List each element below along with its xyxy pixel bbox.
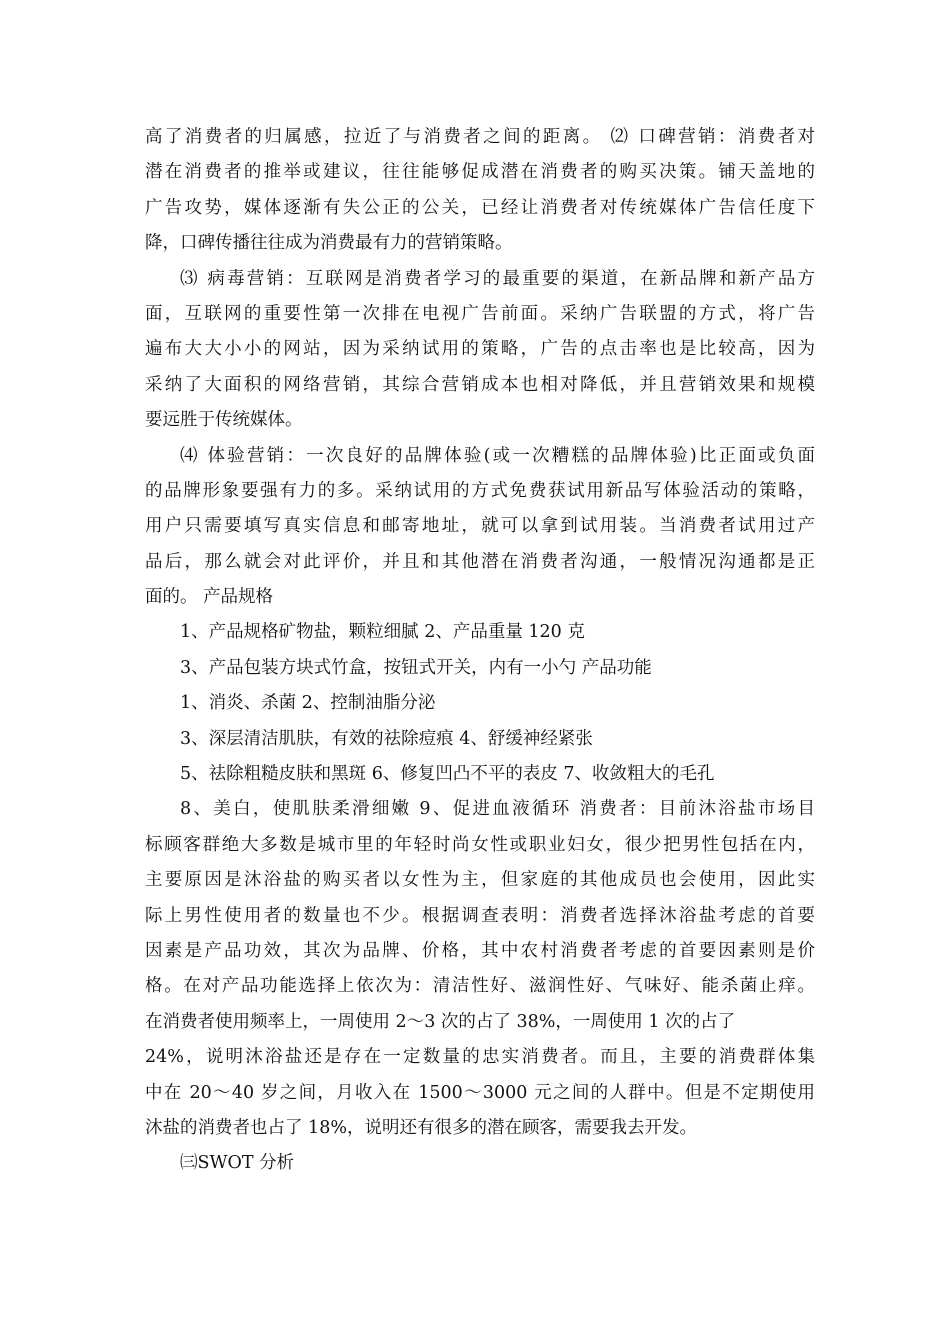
text-line: 主要原因是沐浴盐的购买者以女性为主，但家庭的其他成员也会使用，因此实 [145,870,815,891]
text-line: 1、消炎、杀菌 2、控制油脂分泌 [180,693,436,714]
text-line: 5、祛除粗糙皮肤和黑斑 6、修复凹凸不平的表皮 7、收敛粗大的毛孔 [180,764,715,785]
text-line: 3、产品包装方块式竹盒，按钮式开关，内有一小勺 产品功能 [180,657,652,678]
text-line: 降，口碑传播往往成为消费最有力的营销策略。 [145,233,513,254]
text-line: ⑶ 病毒营销：互联网是消费者学习的最重要的渠道，在新品牌和新产品方 [180,268,815,289]
text-line: 标顾客群绝大多数是城市里的年轻时尚女性或职业妇女，很少把男性包括在内， [145,834,815,855]
text-line: ⑷ 体验营销：一次良好的品牌体验(或一次糟糕的品牌体验)比正面或负面 [180,445,815,466]
text-line: 采纳了大面积的网络营销，其综合营销成本也相对降低，并且营销效果和规模 [145,374,815,395]
text-line: 面的。 产品规格 [145,587,274,608]
text-line: 24%，说明沐浴盐还是存在一定数量的忠实消费者。而且，主要的消费群体集 [145,1047,815,1068]
text-line: 在消费者使用频率上，一周使用 2～3 次的占了 38%，一周使用 1 次的占了 [145,1011,736,1032]
text-line: 的品牌形象要强有力的多。采纳试用的方式免费获试用新品写体验活动的策略， [145,480,815,501]
text-line: 潜在消费者的推举或建议，往往能够促成潜在消费者的购买决策。铺天盖地的 [145,162,815,183]
text-line: 8、美白，使肌肤柔滑细嫩 9、促进血液循环 消费者：目前沐浴盐市场目 [180,799,815,820]
text-line: ㈢SWOT 分析 [180,1153,295,1174]
text-line: 品后，那么就会对此评价，并且和其他潜在消费者沟通，一般情况沟通都是正 [145,551,815,572]
text-line: 格。在对产品功能选择上依次为：清洁性好、滋润性好、气味好、能杀菌止痒。 [145,976,815,997]
text-line: 因素是产品功效，其次为品牌、价格，其中农村消费者考虑的首要因素则是价 [145,940,815,961]
text-line: 高了消费者的归属感，拉近了与消费者之间的距离。 ⑵ 口碑营销：消费者对 [145,127,815,147]
text-line: 要远胜于传统媒体。 [145,410,303,431]
text-line: 际上男性使用者的数量也不少。根据调查表明：消费者选择沐浴盐考虑的首要 [145,905,815,926]
text-line: 遍布大大小小的网站，因为采纳试用的策略，广告的点击率也是比较高，因为 [145,339,815,360]
text-line: 1、产品规格矿物盐，颗粒细腻 2、产品重量 120 克 [180,622,585,643]
text-line: 沐盐的消费者也占了 18%，说明还有很多的潜在顾客，需要我去开发。 [145,1117,697,1138]
document-page [145,120,815,1182]
text-line: 面，互联网的重要性第一次排在电视广告前面。采纳广告联盟的方式，将广告 [145,303,815,324]
text-line: 3、深层清洁肌肤，有效的祛除痘痕 4、舒缓神经紧张 [180,728,593,749]
text-line: 广告攻势，媒体逐渐有失公正的公关，已经让消费者对传统媒体广告信任度下 [145,197,815,218]
text-line: 用户只需要填写真实信息和邮寄地址，就可以拿到试用装。当消费者试用过产 [145,516,815,537]
text-line: 中在 20～40 岁之间，月收入在 1500～3000 元之间的人群中。但是不定期使用 [145,1082,815,1103]
